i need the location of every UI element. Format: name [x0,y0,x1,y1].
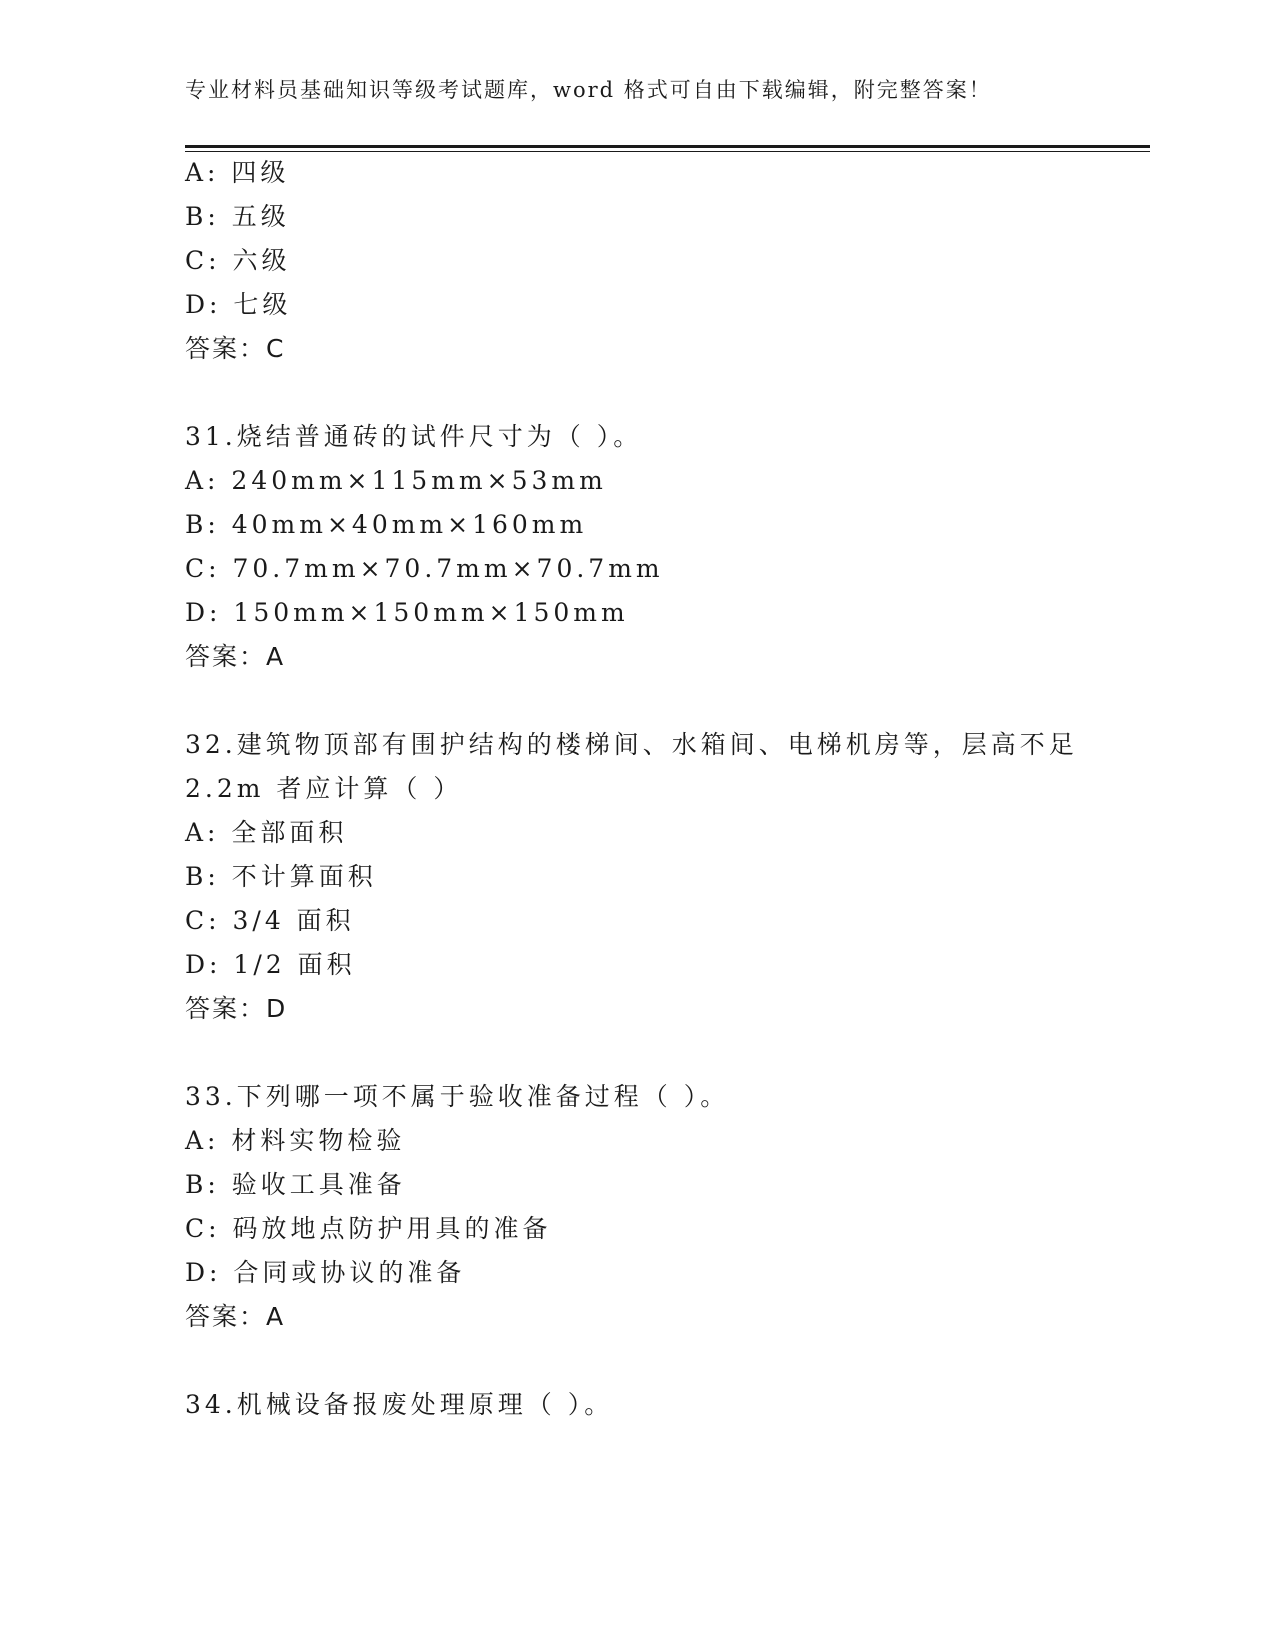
answer-line: 答案：D [185,994,288,1023]
option-d: D: 七级 [185,290,292,319]
option-b: B: 五级 [185,202,290,231]
option-b: B: 验收工具准备 [185,1170,406,1199]
option-a: A: 四级 [185,158,290,187]
answer-line: 答案：A [185,642,286,671]
option-b: B: 不计算面积 [185,862,377,891]
question-stem-continued: 2.2m 者应计算（ ） [185,774,463,803]
option-a: A: 全部面积 [185,818,348,847]
question-stem: 33.下列哪一项不属于验收准备过程（ ）。 [185,1082,730,1111]
option-d: D: 150mm×150mm×150mm [185,598,629,627]
question-stem: 34.机械设备报废处理原理（ ）。 [185,1390,614,1419]
option-d: D: 合同或协议的准备 [185,1258,466,1287]
header-rule-thick [185,145,1150,148]
option-b: B: 40mm×40mm×160mm [185,510,588,539]
option-d: D: 1/2 面积 [185,950,356,979]
answer-line: 答案：A [185,1302,286,1331]
option-c: C: 六级 [185,246,291,275]
page-header: 专业材料员基础知识等级考试题库，word 格式可自由下载编辑，附完整答案！ [185,78,992,102]
header-rule-thin [185,151,1150,152]
question-stem: 32.建筑物顶部有围护结构的楼梯间、水箱间、电梯机房等，层高不足 [185,730,1078,759]
question-stem: 31.烧结普通砖的试件尺寸为（ ）。 [185,422,643,451]
option-c: C: 3/4 面积 [185,906,355,935]
option-a: A: 240mm×115mm×53mm [185,466,607,495]
answer-line: 答案：C [185,334,286,363]
option-a: A: 材料实物检验 [185,1126,406,1155]
option-c: C: 码放地点防护用具的准备 [185,1214,552,1243]
option-c: C: 70.7mm×70.7mm×70.7mm [185,554,664,583]
